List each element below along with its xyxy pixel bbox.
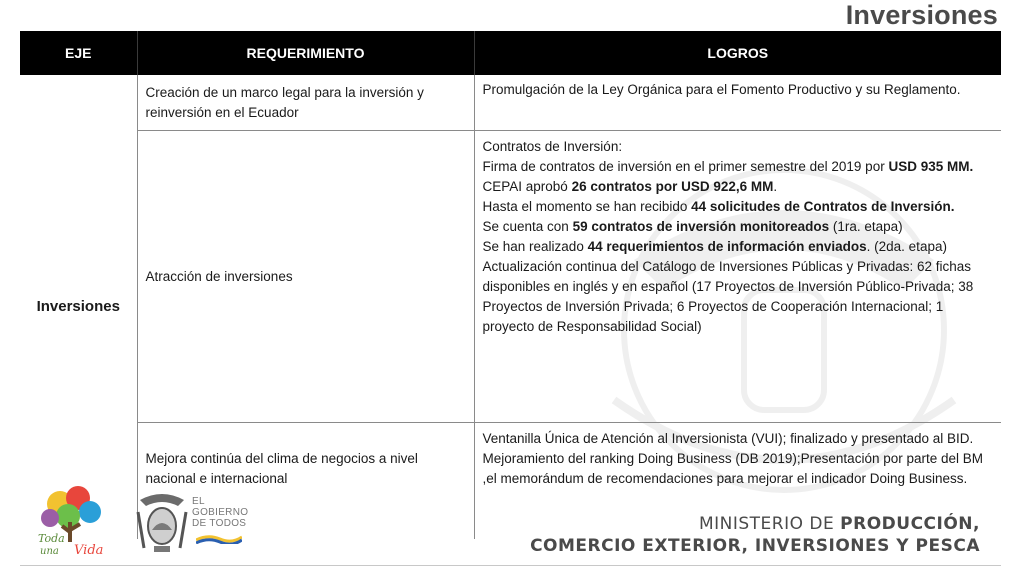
ministry-line-1-light: MINISTERIO DE xyxy=(698,514,841,534)
table-row xyxy=(20,75,1001,131)
logro-highlight: 44 requerimientos de información enviados xyxy=(587,239,867,254)
logro-line xyxy=(483,217,994,237)
ministry-line-1 xyxy=(530,514,980,534)
column-header-eje: EJE xyxy=(20,31,137,75)
table-row xyxy=(20,131,1001,423)
logro-highlight: USD 935 MM. xyxy=(888,159,974,174)
logro-text: Actualización continua del Catálogo de Inversiones Públicas y Privadas: 62 fichas disponibles en inglés y en español (17 Proyectos de Inversión Público-Privada; 38 Proyectos de Inversión Privada; 6 Proyectos de Cooperación Internacional; 1 proyecto de Responsabilidad Social) xyxy=(482,259,974,334)
logro-line xyxy=(483,449,994,489)
ecuador-coat-of-arms xyxy=(134,490,190,556)
ministry-line-2: COMERCIO EXTERIOR, INVERSIONES Y PESCA xyxy=(530,536,980,556)
logro-text: Contratos de Inversión: xyxy=(482,139,623,154)
logro-text: Firma de contratos de inversión en el primer semestre del 2019 por xyxy=(482,159,889,174)
gobierno-line-1: EL xyxy=(192,496,205,507)
toda-una-vida-logo xyxy=(36,484,108,558)
gobierno-color-stripes xyxy=(196,534,242,544)
logro-text: Mejoramiento del ranking Doing Business (DB 2019);Presentación por parte del BM ,el memorándum de recomendaciones para mejorar el indicador Doing Business. xyxy=(482,451,984,486)
gobierno-de-todos-logo xyxy=(192,496,262,554)
requerimiento-cell: Creación de un marco legal para la inversión y reinversión en el Ecuador xyxy=(137,75,474,131)
gobierno-line-3: DE TODOS xyxy=(192,518,247,529)
column-header-requerimiento: REQUERIMIENTO xyxy=(137,31,474,75)
investments-table xyxy=(20,31,1001,539)
logro-line xyxy=(483,157,994,177)
logros-cell xyxy=(474,75,1001,131)
logo-word-vida: Vida xyxy=(74,543,104,558)
slide-title: Inversiones xyxy=(845,0,998,30)
logo-word-toda: Toda xyxy=(38,532,65,545)
table-header-row xyxy=(20,31,1001,75)
logro-line xyxy=(483,80,994,100)
logro-text: . xyxy=(773,179,778,194)
eje-cell: Inversiones xyxy=(20,75,137,539)
logro-text: Se cuenta con xyxy=(482,219,573,234)
logro-highlight: 44 solicitudes de Contratos de Inversión. xyxy=(691,199,955,214)
ministry-line-1-bold: PRODUCCIÓN, xyxy=(840,514,980,534)
column-header-logros: LOGROS xyxy=(474,31,1001,75)
logro-text: Promulgación de la Ley Orgánica para el Fomento Productivo y su Reglamento. xyxy=(482,82,961,97)
logro-line xyxy=(483,237,994,257)
logro-text: Hasta el momento se han recibido xyxy=(482,199,692,214)
logro-text: Ventanilla Única de Atención al Inversionista (VUI); finalizado y presentado al BID. xyxy=(482,431,974,446)
logro-highlight: 59 contratos de inversión monitoreados xyxy=(572,219,830,234)
logro-line xyxy=(483,137,994,157)
requerimiento-cell: Mejora continúa del clima de negocios a nivel nacional e internacional xyxy=(137,423,474,540)
logro-text: (1ra. etapa) xyxy=(829,219,903,234)
requerimiento-cell: Atracción de inversiones xyxy=(137,131,474,423)
gobierno-line-2: GOBIERNO xyxy=(192,507,249,518)
logro-text: Se han realizado xyxy=(482,239,588,254)
logro-text: . (2da. etapa) xyxy=(866,239,947,254)
logro-line xyxy=(483,177,994,197)
logro-text: CEPAI aprobó xyxy=(482,179,572,194)
logro-highlight: 26 contratos por USD 922,6 MM xyxy=(571,179,774,194)
logros-cell xyxy=(474,131,1001,423)
bottom-rule xyxy=(20,565,1001,566)
logro-line xyxy=(483,197,994,217)
logro-line xyxy=(483,257,994,337)
ministry-signature xyxy=(530,514,980,556)
logo-word-una: una xyxy=(40,546,59,557)
logro-line xyxy=(483,429,994,449)
